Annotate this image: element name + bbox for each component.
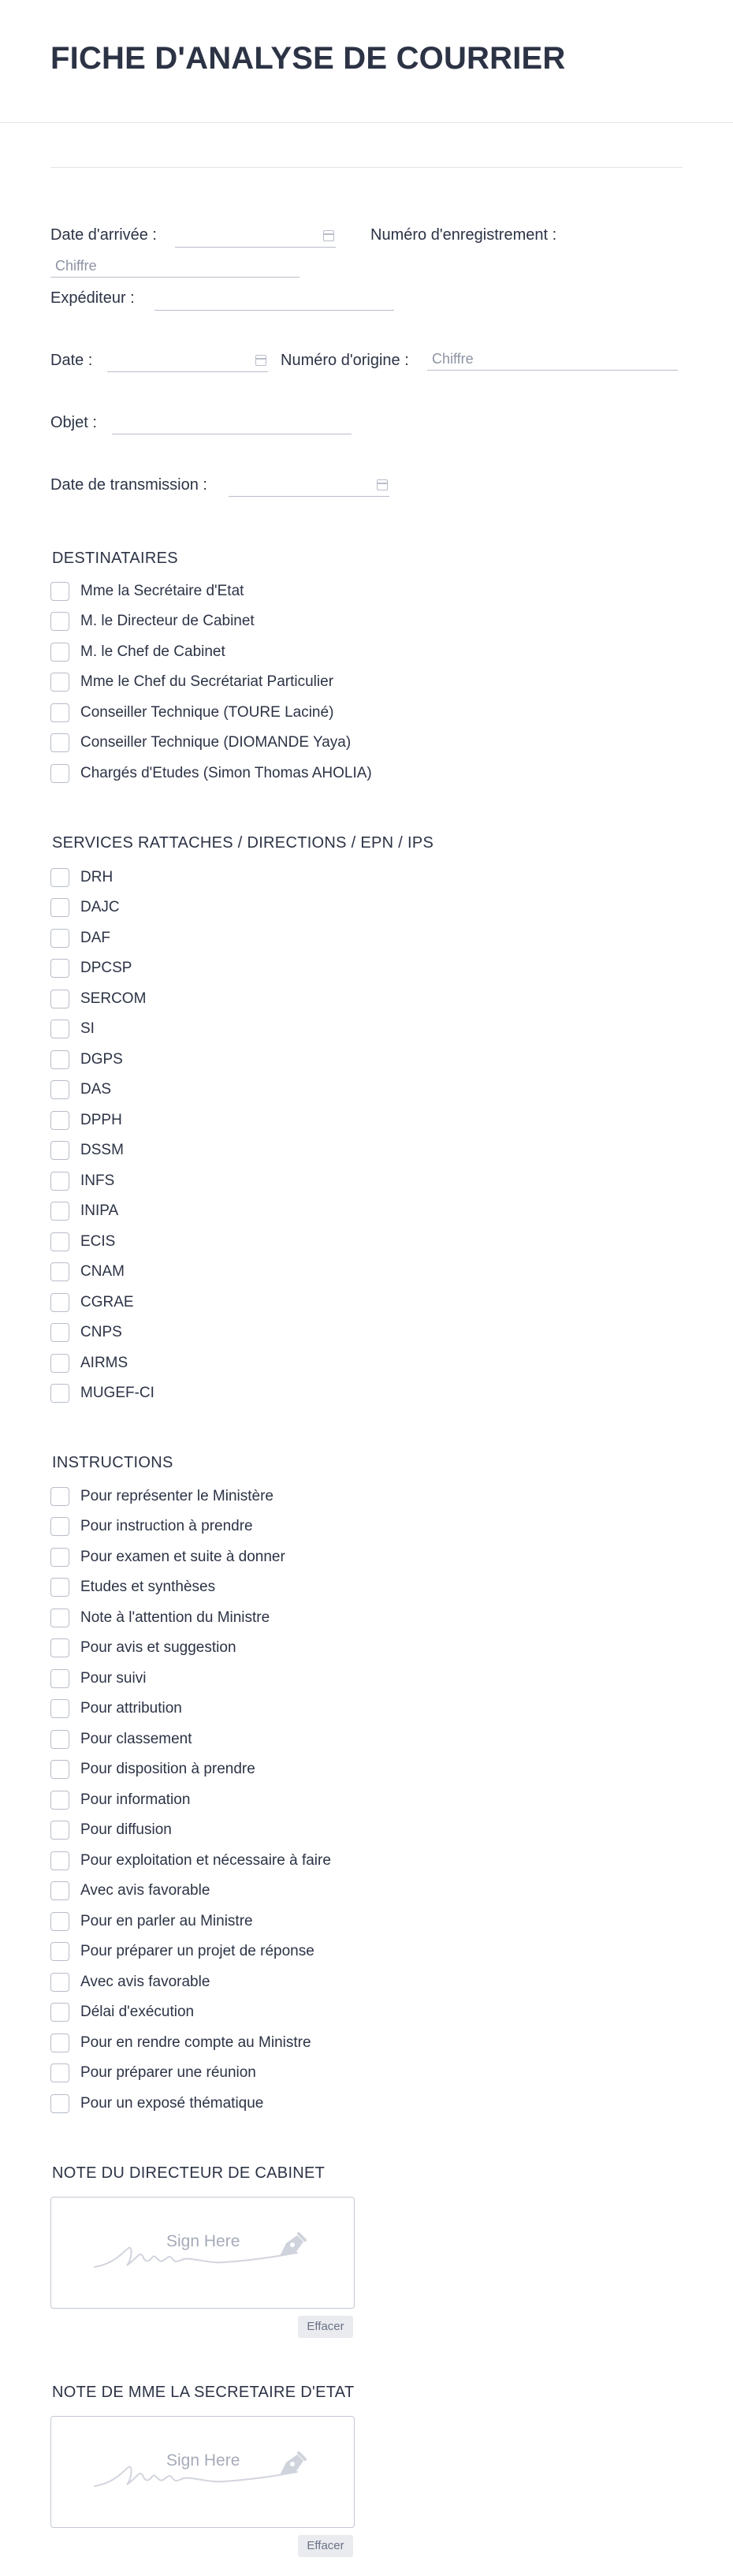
clear-signature-button[interactable]: Effacer bbox=[298, 2535, 353, 2557]
checkbox-label: Pour examen et suite à donner bbox=[80, 1549, 285, 1565]
calendar-icon[interactable] bbox=[323, 230, 334, 241]
checkbox-option[interactable] bbox=[50, 1577, 215, 1597]
checkbox-option[interactable] bbox=[50, 958, 132, 979]
checkbox-option[interactable] bbox=[50, 2002, 194, 2022]
checkbox-label: Pour en rendre compte au Ministre bbox=[80, 2034, 311, 2051]
registration-number-label: Numéro d'enregistrement : bbox=[370, 226, 557, 244]
checkbox[interactable] bbox=[50, 1699, 69, 1718]
checkbox-option[interactable] bbox=[50, 763, 372, 784]
checkbox-label: CNAM bbox=[80, 1263, 125, 1280]
checkbox-option[interactable] bbox=[50, 1851, 331, 1871]
checkbox[interactable] bbox=[50, 1578, 69, 1597]
checkbox-option[interactable] bbox=[50, 897, 120, 918]
checkbox[interactable] bbox=[50, 1760, 69, 1779]
checkbox[interactable] bbox=[50, 868, 69, 887]
checkbox-label: Pour disposition à prendre bbox=[80, 1761, 255, 1777]
checkbox-option[interactable] bbox=[50, 1911, 253, 1932]
checkbox-option[interactable] bbox=[50, 1790, 190, 1810]
checkbox[interactable] bbox=[50, 1262, 69, 1281]
checkbox-label: Avec avis favorable bbox=[80, 1974, 210, 1990]
checkbox[interactable] bbox=[50, 1141, 69, 1160]
checkbox[interactable] bbox=[50, 1517, 69, 1536]
checkbox[interactable] bbox=[50, 1354, 69, 1373]
transmission-date-label: Date de transmission : bbox=[50, 476, 207, 494]
checkbox-option[interactable] bbox=[50, 672, 333, 692]
transmission-date-input[interactable] bbox=[229, 475, 389, 497]
calendar-icon[interactable] bbox=[255, 355, 266, 366]
checkbox[interactable] bbox=[50, 929, 69, 948]
checkbox[interactable] bbox=[50, 1881, 69, 1900]
checkbox-option[interactable] bbox=[50, 1201, 118, 1221]
checkbox-label: CNPS bbox=[80, 1324, 122, 1340]
checkbox[interactable] bbox=[50, 733, 69, 752]
checkbox-label: DAJC bbox=[80, 899, 120, 915]
checkbox-label: AIRMS bbox=[80, 1355, 128, 1371]
checkbox-option[interactable] bbox=[50, 642, 225, 662]
checkbox[interactable] bbox=[50, 1050, 69, 1069]
checkbox[interactable] bbox=[50, 1851, 69, 1870]
signature-pad[interactable] bbox=[50, 2416, 355, 2528]
checkbox-label: Pour représenter le Ministère bbox=[80, 1488, 273, 1504]
checkbox[interactable] bbox=[50, 1730, 69, 1749]
checkbox-option[interactable] bbox=[50, 1516, 253, 1537]
arrival-date-input[interactable] bbox=[175, 226, 336, 248]
checkbox-option[interactable] bbox=[50, 2033, 311, 2053]
clear-signature-button[interactable]: Effacer bbox=[298, 2316, 353, 2338]
instructions-title: INSTRUCTIONS bbox=[52, 1454, 173, 1471]
checkbox-label: DRH bbox=[80, 869, 113, 885]
checkbox[interactable] bbox=[50, 990, 69, 1008]
checkbox-label: Pour un exposé thématique bbox=[80, 2095, 264, 2112]
checkbox-label: Pour suivi bbox=[80, 1670, 147, 1687]
checkbox-label: Mme le Chef du Secrétariat Particulier bbox=[80, 673, 334, 690]
checkbox-label: DPCSP bbox=[80, 960, 132, 976]
object-input[interactable] bbox=[112, 412, 352, 434]
signature-pad[interactable] bbox=[50, 2197, 355, 2309]
checkbox-label: SERCOM bbox=[80, 990, 147, 1007]
checkbox-label: Avec avis favorable bbox=[80, 1882, 210, 1899]
checkbox-label: Note à l'attention du Ministre bbox=[80, 1609, 270, 1626]
checkbox[interactable] bbox=[50, 1080, 69, 1099]
checkbox-label: DAS bbox=[80, 1081, 112, 1098]
checkbox[interactable] bbox=[50, 1942, 69, 1961]
checkbox-option[interactable] bbox=[50, 1262, 125, 1282]
checkbox-option[interactable] bbox=[50, 1049, 123, 1070]
checkbox-option[interactable] bbox=[50, 1171, 114, 1191]
checkbox-option[interactable] bbox=[50, 1941, 314, 1962]
date-input[interactable] bbox=[107, 350, 268, 372]
secretary-note-title: NOTE DE MME LA SECRETAIRE D'ETAT bbox=[52, 2384, 355, 2401]
checkbox[interactable] bbox=[50, 1384, 69, 1403]
checkbox-label: M. le Directeur de Cabinet bbox=[80, 613, 255, 629]
checkbox-label: DSSM bbox=[80, 1142, 124, 1158]
checkbox-option[interactable] bbox=[50, 1110, 122, 1131]
checkbox-option[interactable] bbox=[50, 1383, 154, 1404]
checkbox[interactable] bbox=[50, 1111, 69, 1130]
checkbox-option[interactable] bbox=[50, 1353, 128, 1374]
destinataires-title: DESTINATAIRES bbox=[52, 550, 178, 567]
origin-number-label: Numéro d'origine : bbox=[281, 352, 409, 369]
checkbox-option[interactable] bbox=[50, 1638, 236, 1658]
checkbox-label: SI bbox=[80, 1020, 95, 1037]
checkbox[interactable] bbox=[50, 582, 69, 601]
checkbox[interactable] bbox=[50, 1232, 69, 1251]
page-title: FICHE D'ANALYSE DE COURRIER bbox=[50, 41, 566, 76]
form-header bbox=[0, 0, 733, 123]
checkbox-label: Pour classement bbox=[80, 1731, 192, 1747]
checkbox-label: ECIS bbox=[80, 1233, 116, 1250]
checkbox[interactable] bbox=[50, 2063, 69, 2082]
sender-input[interactable] bbox=[154, 289, 394, 311]
checkbox-label: Chargés d'Etudes (Simon Thomas AHOLIA) bbox=[80, 765, 372, 781]
checkbox[interactable] bbox=[50, 1548, 69, 1567]
services-title: SERVICES RATTACHES / DIRECTIONS / EPN / IPS bbox=[52, 834, 434, 852]
checkbox-option[interactable] bbox=[50, 867, 113, 888]
checkbox-option[interactable] bbox=[50, 2063, 256, 2083]
checkbox[interactable] bbox=[50, 1487, 69, 1506]
sign-here-placeholder: Sign Here bbox=[166, 2451, 240, 2470]
checkbox-label: Délai d'exécution bbox=[80, 2004, 195, 2020]
origin-number-input[interactable]: Chiffre bbox=[427, 349, 678, 371]
checkbox-option[interactable] bbox=[50, 1972, 210, 1993]
checkbox-label: Conseiller Technique (DIOMANDE Yaya) bbox=[80, 734, 352, 751]
checkbox-option[interactable] bbox=[50, 1079, 111, 1100]
checkbox-option[interactable] bbox=[50, 1140, 124, 1161]
checkbox[interactable] bbox=[50, 959, 69, 978]
checkbox[interactable] bbox=[50, 1323, 69, 1342]
checkbox-label: Etudes et synthèses bbox=[80, 1579, 216, 1595]
checkbox-label: DGPS bbox=[80, 1051, 123, 1068]
checkbox-option[interactable] bbox=[50, 733, 351, 753]
checkbox[interactable] bbox=[50, 703, 69, 722]
checkbox[interactable] bbox=[50, 764, 69, 783]
checkbox-option[interactable] bbox=[50, 928, 110, 949]
checkbox-label: Conseiller Technique (TOURE Laciné) bbox=[80, 704, 334, 721]
checkbox-label: Pour instruction à prendre bbox=[80, 1518, 253, 1534]
header-divider bbox=[50, 167, 683, 168]
checkbox-label: MUGEF-CI bbox=[80, 1385, 154, 1401]
checkbox-label: Pour diffusion bbox=[80, 1821, 172, 1838]
checkbox[interactable] bbox=[50, 1609, 69, 1627]
checkbox-label: DAF bbox=[80, 930, 110, 946]
checkbox[interactable] bbox=[50, 2034, 69, 2052]
checkbox-option[interactable] bbox=[50, 611, 255, 632]
checkbox-label: INIPA bbox=[80, 1202, 119, 1219]
checkbox-option[interactable] bbox=[50, 1698, 182, 1719]
arrival-date-label: Date d'arrivée : bbox=[50, 226, 157, 244]
checkbox[interactable] bbox=[50, 1020, 69, 1038]
pen-nib-icon bbox=[275, 2229, 310, 2261]
checkbox-label: Pour attribution bbox=[80, 1700, 182, 1717]
checkbox-option[interactable] bbox=[50, 703, 333, 723]
checkbox-option[interactable] bbox=[50, 1547, 285, 1568]
checkbox-label: DPPH bbox=[80, 1112, 122, 1128]
checkbox-option[interactable] bbox=[50, 1486, 273, 1507]
checkbox-option[interactable] bbox=[50, 1322, 122, 1343]
checkbox[interactable] bbox=[50, 1821, 69, 1840]
registration-number-input[interactable]: Chiffre bbox=[50, 255, 300, 278]
date-label: Date : bbox=[50, 352, 93, 369]
checkbox[interactable] bbox=[50, 1172, 69, 1191]
checkbox[interactable] bbox=[50, 898, 69, 917]
checkbox[interactable] bbox=[50, 1293, 69, 1312]
checkbox[interactable] bbox=[50, 1973, 69, 1992]
sender-label: Expéditeur : bbox=[50, 289, 135, 307]
checkbox[interactable] bbox=[50, 643, 69, 662]
checkbox-option[interactable] bbox=[50, 581, 244, 602]
checkbox-label: Mme la Secrétaire d'Etat bbox=[80, 583, 244, 599]
checkbox-option[interactable] bbox=[50, 1881, 210, 1901]
checkbox-option[interactable] bbox=[50, 1729, 192, 1750]
checkbox[interactable] bbox=[50, 673, 69, 692]
checkbox-label: Pour en parler au Ministre bbox=[80, 1913, 253, 1929]
checkbox-option[interactable] bbox=[50, 1019, 95, 1039]
checkbox-option[interactable] bbox=[50, 2093, 263, 2114]
checkbox-option[interactable] bbox=[50, 1292, 134, 1313]
checkbox[interactable] bbox=[50, 2003, 69, 2022]
sign-here-placeholder: Sign Here bbox=[166, 2232, 240, 2250]
checkbox-option[interactable] bbox=[50, 1820, 172, 1840]
checkbox[interactable] bbox=[50, 1669, 69, 1688]
checkbox-option[interactable] bbox=[50, 989, 146, 1009]
checkbox-option[interactable] bbox=[50, 1232, 115, 1252]
checkbox[interactable] bbox=[50, 1791, 69, 1810]
checkbox[interactable] bbox=[50, 1912, 69, 1931]
checkbox[interactable] bbox=[50, 1202, 69, 1221]
pen-nib-icon bbox=[275, 2448, 310, 2480]
checkbox[interactable] bbox=[50, 612, 69, 631]
checkbox-option[interactable] bbox=[50, 1759, 255, 1780]
checkbox-label: Pour information bbox=[80, 1791, 191, 1808]
checkbox-option[interactable] bbox=[50, 1668, 146, 1689]
checkbox-label: INFS bbox=[80, 1172, 115, 1189]
object-label: Objet : bbox=[50, 414, 97, 431]
checkbox-label: CGRAE bbox=[80, 1294, 134, 1310]
checkbox[interactable] bbox=[50, 2094, 69, 2113]
checkbox-label: Pour préparer un projet de réponse bbox=[80, 1943, 314, 1959]
checkbox[interactable] bbox=[50, 1638, 69, 1657]
checkbox-label: Pour préparer une réunion bbox=[80, 2064, 256, 2081]
calendar-icon[interactable] bbox=[377, 479, 388, 490]
checkbox-label: M. le Chef de Cabinet bbox=[80, 643, 225, 660]
director-note-title: NOTE DU DIRECTEUR DE CABINET bbox=[52, 2164, 326, 2182]
checkbox-label: Pour avis et suggestion bbox=[80, 1639, 236, 1656]
checkbox-option[interactable] bbox=[50, 1608, 270, 1628]
checkbox-label: Pour exploitation et nécessaire à faire bbox=[80, 1852, 331, 1869]
